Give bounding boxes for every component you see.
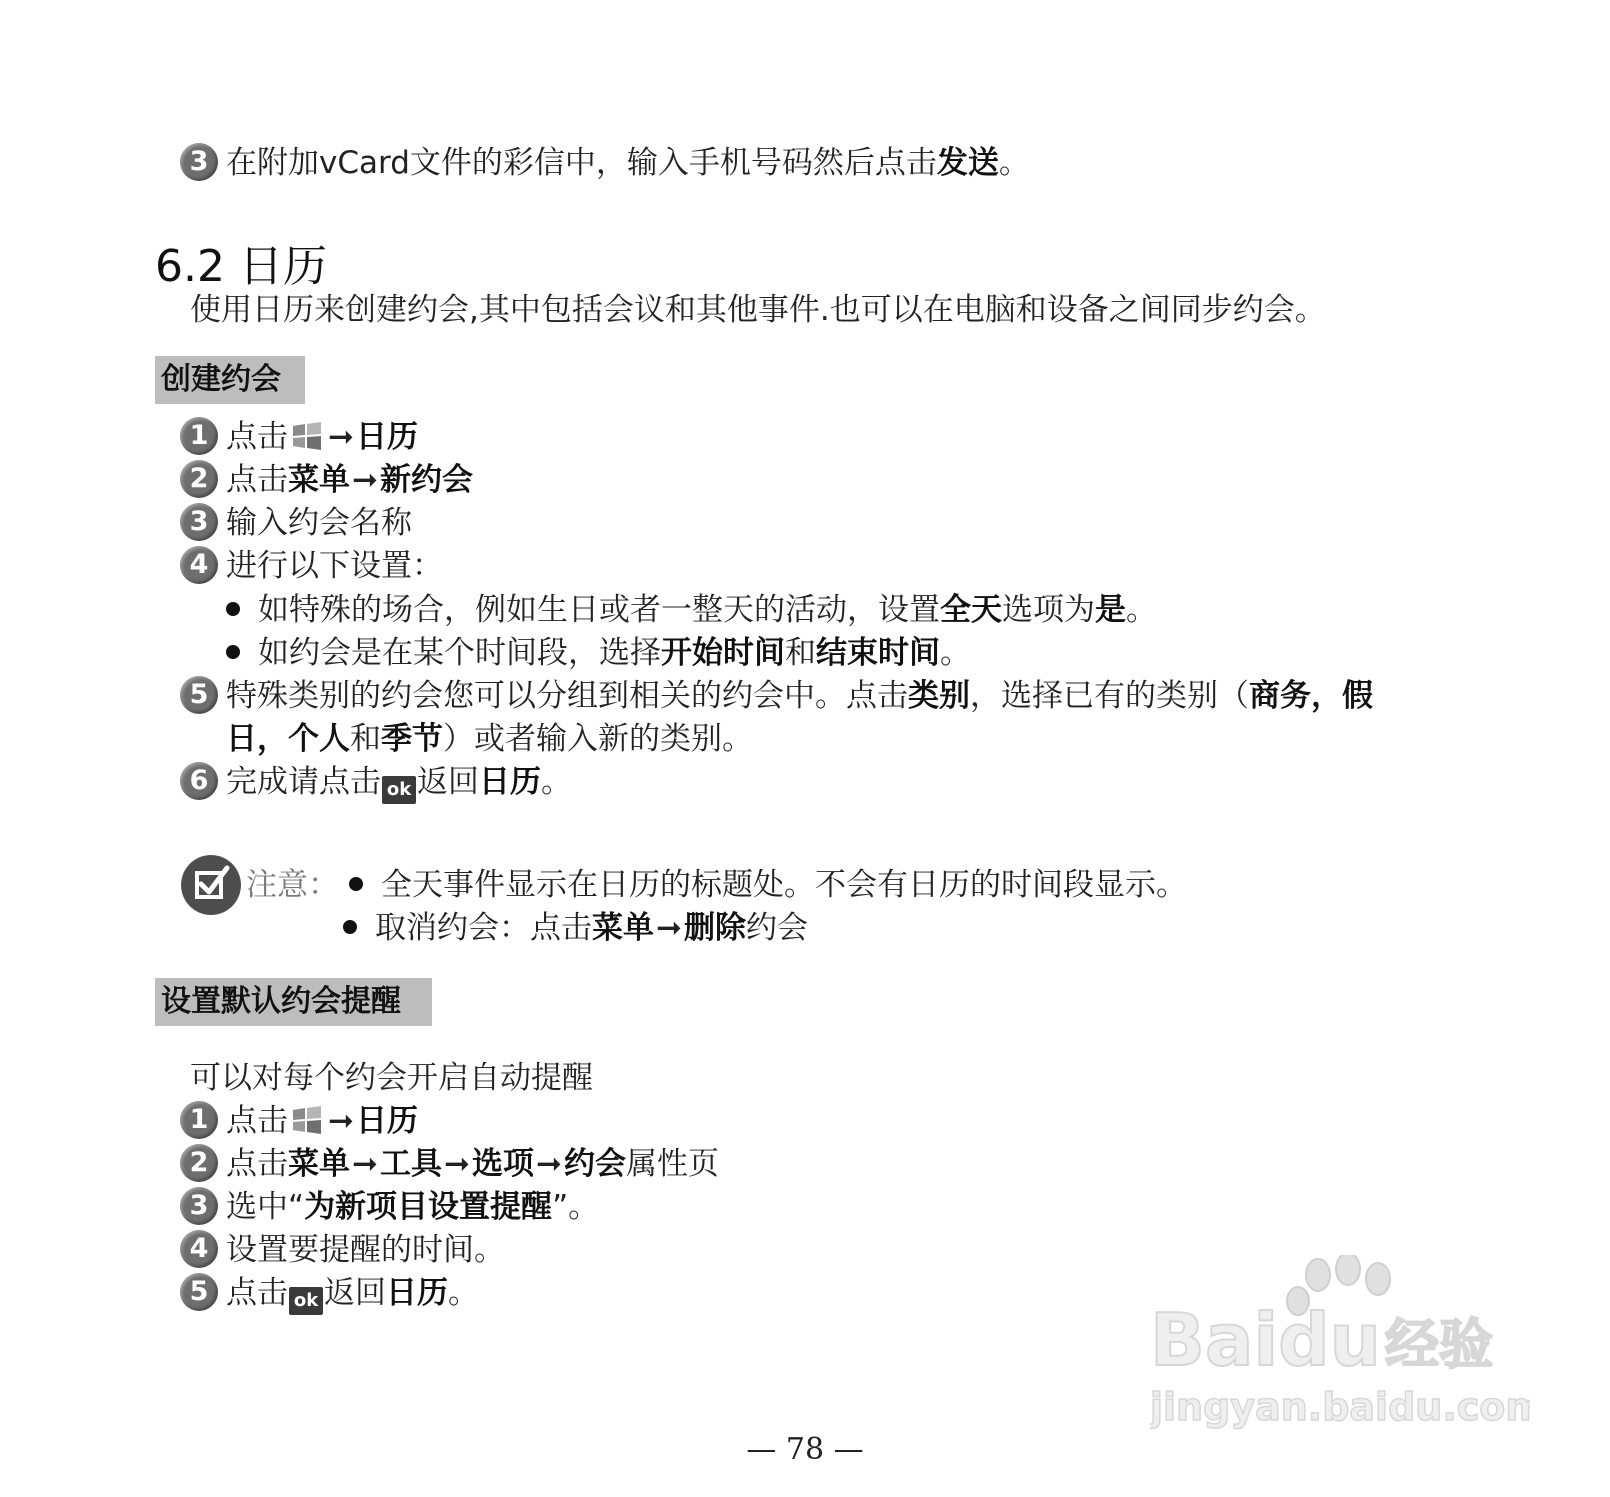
r-step3-c: ”。 (552, 1189, 600, 1225)
watermark-cn: 经验 (1385, 1313, 1493, 1376)
r-step2-f: 属性页 (625, 1146, 719, 1182)
step-number-4: 4 (180, 1230, 218, 1268)
step-number-6: 6 (180, 762, 218, 800)
bullet-icon (226, 602, 240, 616)
reminder-step-1 (226, 1101, 418, 1141)
step-number-1: 1 (180, 417, 218, 455)
create-step-1-a: 点击 (226, 419, 288, 455)
bullet2-c: 和 (785, 635, 816, 671)
step-number-3: 3 (180, 1187, 218, 1225)
step5-l: ）或者输入新的类别。 (443, 721, 753, 757)
menu-label: 菜单 (288, 1146, 350, 1182)
calendar-label: 日历 (479, 764, 541, 800)
menu-label: 菜单 (592, 910, 654, 946)
reminder-step-3 (226, 1187, 599, 1227)
note-label: 注意： (246, 867, 339, 903)
calendar-label: 日历 (355, 419, 418, 455)
step5-a: 特殊类别的约会您可以分组到相关的约会中。点击 (226, 678, 908, 714)
step-number-2: 2 (180, 460, 218, 498)
arrow-icon: ➞ (352, 462, 378, 498)
ok-button-icon: ok (289, 1287, 323, 1315)
ok-button-icon: ok (382, 776, 416, 804)
note-item2-d: 约会 (745, 910, 808, 946)
step-number-1: 1 (180, 1101, 218, 1139)
season-label: 季节 (381, 721, 443, 757)
intro-step-text-b: 。 (998, 145, 1030, 181)
step-number-4: 4 (180, 546, 218, 584)
arrow-icon: ➞ (328, 1103, 354, 1139)
step5-h: ， (257, 721, 288, 757)
yes-label: 是 (1095, 592, 1126, 628)
r-step3-a: 选中“ (226, 1189, 305, 1225)
bullet2-e: 。 (940, 635, 971, 671)
step6-a: 完成请点击 (226, 764, 381, 800)
menu-label: 菜单 (288, 462, 350, 498)
step6-d: 。 (541, 764, 572, 800)
calendar-label: 日历 (355, 1103, 418, 1139)
intro-step-text (226, 143, 1030, 183)
note-line-1 (246, 865, 1187, 905)
arrow-icon: ➞ (656, 910, 682, 946)
reminder-step-2 (226, 1144, 719, 1184)
bullet-icon (349, 877, 363, 891)
section-heading: 6.2 日历 (155, 241, 327, 292)
watermark-brand: Baidu (1150, 1298, 1381, 1382)
business-label: 商务 (1249, 678, 1311, 714)
calendar-label: 日历 (386, 1275, 448, 1311)
note-item2-a: 取消约会：点击 (375, 910, 592, 946)
watermark-url: jingyan.baidu.com (1150, 1385, 1530, 1429)
step-number-5: 5 (180, 1273, 218, 1311)
step5-e: ， (1311, 678, 1342, 714)
bullet1-e: 。 (1126, 592, 1157, 628)
reminder-intro: 可以对每个约会开启自动提醒 (190, 1060, 593, 1096)
tools-label: 工具 (379, 1146, 442, 1182)
all-day-label: 全天 (940, 592, 1002, 628)
holiday-label-b: 日 (226, 721, 257, 757)
windows-start-icon (290, 1105, 324, 1135)
create-step-6 (226, 762, 572, 804)
arrow-icon: ➞ (328, 419, 354, 455)
category-label: 类别 (908, 678, 970, 714)
create-step-2 (226, 460, 473, 500)
baidu-watermark (1150, 1255, 1530, 1435)
set-reminder-label: 为新项目设置提醒 (304, 1189, 553, 1225)
bullet1-a: 如特殊的场合，例如生日或者一整天的活动，设置 (258, 592, 940, 628)
holiday-label-a: 假 (1342, 678, 1373, 714)
step-number-3: 3 (180, 143, 218, 181)
step-number-5: 5 (180, 676, 218, 714)
personal-label: 个人 (288, 721, 350, 757)
bullet2-a: 如约会是在某个时间段，选择 (258, 635, 661, 671)
step5-j: 和 (350, 721, 381, 757)
note-item-1: 全天事件显示在日历的标题处。不会有日历的时间段显示。 (381, 867, 1187, 903)
r-step5-d: 。 (448, 1275, 479, 1311)
page-number: — 78 — (746, 1432, 864, 1467)
bullet1-c: 选项为 (1002, 592, 1095, 628)
bullet-icon (343, 920, 357, 934)
windows-start-icon (290, 421, 324, 451)
create-step-5-line2 (226, 719, 753, 759)
section-title-default-reminder: 设置默认约会提醒 (155, 978, 432, 1026)
start-time-label: 开始时间 (661, 635, 785, 671)
r-step5-a: 点击 (226, 1275, 288, 1311)
end-time-label: 结束时间 (816, 635, 940, 671)
r-step1-a: 点击 (226, 1103, 288, 1139)
intro-step-text-a: 在附加vCard文件的彩信中，输入手机号码然后点击 (226, 145, 937, 181)
r-step5-b: 返回 (324, 1275, 386, 1311)
step6-b: 返回 (417, 764, 479, 800)
step-number-2: 2 (180, 1144, 218, 1182)
new-appointment-label: 新约会 (379, 462, 473, 498)
create-step-1 (226, 417, 418, 457)
create-step-5-line1 (226, 676, 1373, 716)
bullet-all-day (226, 590, 1157, 630)
intro-paragraph: 使用日历来创建约会,其中包括会议和其他事件.也可以在电脑和设备之间同步约会。 (190, 292, 1326, 328)
step5-c: ，选择已有的类别（ (970, 678, 1249, 714)
r-step2-a: 点击 (226, 1146, 288, 1182)
bullet-time-range (226, 633, 971, 673)
bullet-icon (226, 645, 240, 659)
note-checkbox-icon (181, 855, 241, 915)
create-step-4: 进行以下设置： (226, 548, 443, 584)
create-step-3: 输入约会名称 (226, 505, 412, 541)
arrow-icon: ➞ (352, 1146, 378, 1182)
arrow-icon: ➞ (443, 1146, 470, 1182)
note-line-2 (343, 908, 808, 948)
create-step-2-a: 点击 (226, 462, 288, 498)
section-title-create-appointment: 创建约会 (155, 356, 305, 404)
arrow-icon: ➞ (535, 1146, 562, 1182)
options-label: 选项 (471, 1146, 534, 1182)
delete-label: 删除 (683, 910, 746, 946)
step-number-3: 3 (180, 503, 218, 541)
reminder-step-5 (226, 1273, 479, 1315)
appointment-label: 约会 (563, 1146, 626, 1182)
send-label: 发送 (936, 145, 999, 181)
reminder-step-4: 设置要提醒的时间。 (226, 1232, 505, 1268)
